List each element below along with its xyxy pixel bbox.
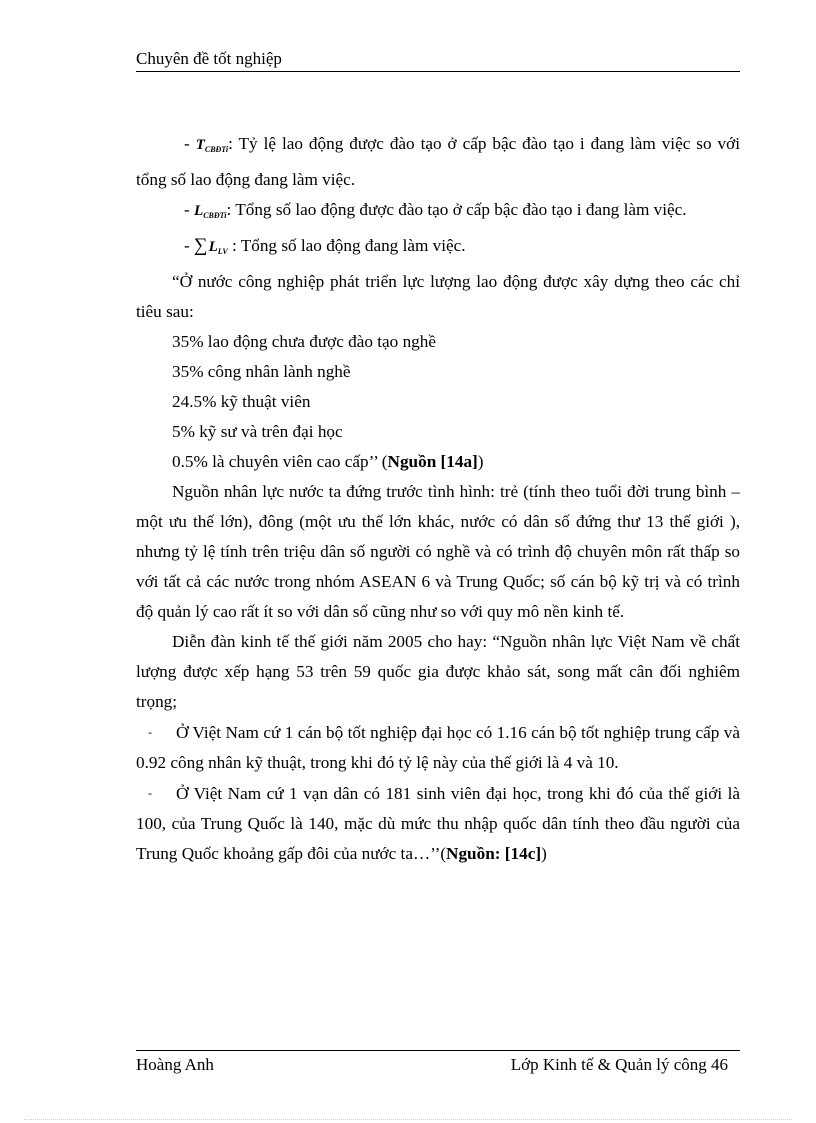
page-bottom-divider [24,1119,792,1120]
list-item: 24.5% kỹ thuật viên [172,392,311,411]
definition-text: : Tổng số lao động được đào tạo ở cấp bậc đào tạo i đang làm việc. [226,200,687,219]
intro-paragraph: “Ở nước công nghiệp phát triển lực lượng lao động được xây dựng theo các chỉ tiêu sau: [136,272,740,321]
definition-dash: - [184,236,190,255]
symbol-l-cbdt: $L_{CBĐTi}$ [194,203,227,220]
page-header [136,48,740,70]
paragraph-forum: Diễn đàn kinh tế thế giới năm 2005 cho hay: “Nguồn nhân lực Việt Nam về chất lượng được xếp hạng 53 trên 59 quốc gia được khảo sát, song mất cân đối nghiêm trọng; [136,632,740,711]
bullet-item: - Ở Việt Nam cứ 1 cán bộ tốt nghiệp đại học có 1.16 cán bộ tốt nghiệp trung cấp và 0.92 công nhân kỹ thuật, trong khi đó tỷ lệ này của thế giới là 4 và 10. [136,717,740,778]
definition-dash: - [184,200,190,219]
definition-text: : Tỷ lệ lao động được đào tạo ở cấp bậc đào tạo i đang làm việc so với tổng số lao động đang làm việc. [136,134,740,189]
document-body [136,129,740,869]
list-item: 35% lao động chưa được đào tạo nghề [172,332,436,351]
footer-class: Lớp Kinh tế & Quản lý công 46 [510,1055,728,1074]
paragraph-human-resources: Nguồn nhân lực nước ta đứng trước tình hình: trẻ (tính theo tuổi đời trung bình – một ưu thế lớn), đông (một ưu thế lớn khác, nước có dân số đứng thư 13 thế giới ), nhưng tỷ lệ tính trên triệu dân số người có nghề và có trình độ chuyên môn rất thấp so với tất cả các nước trong nhóm ASEAN 6 và Trung Quốc; số cán bộ kỹ trị và có trình độ quản lý cao rất ít so với dân số cũng như so với quy mô nền kinh tế. [136,482,740,621]
definition-sum-llv [136,231,740,267]
sigma-icon: ∑ [194,235,208,256]
definition-lcbdt [136,195,740,231]
source-citation: Nguồn: [14c] [446,844,542,863]
footer-author: Hoàng Anh [136,1055,214,1074]
symbol-t-cbdt: $T_{CBĐTi}$ [195,137,229,154]
bullet-mark: - [148,786,152,800]
source-citation: Nguồn [14a] [387,452,478,471]
list-item: 5% kỹ sư và trên đại học [172,422,343,441]
definition-text: : Tổng số lao động đang làm việc. [231,236,466,255]
footer-rule [136,1050,740,1051]
list-item-last: 0.5% là chuyên viên cao cấp’’ (Nguồn [14a]) [172,452,484,471]
definition-tcbdt [136,129,740,195]
symbol-sum-l-lv: $\sum L_{LV}$ [194,235,228,256]
bullet-item: - Ở Việt Nam cứ 1 vạn dân có 181 sinh viên đại học, trong khi đó của thế giới là 100, của Trung Quốc là 140, mặc dù mức thu nhập quốc dân tính theo đầu người của Trung Quốc khoảng gấp đôi của nước ta…’’(Nguồn: [14c]) [136,778,740,869]
list-item: 35% công nhân lành nghề [172,362,351,381]
definition-dash: - [184,134,190,153]
header-rule [136,71,740,72]
bullet-mark: - [148,725,152,739]
header-title: Chuyên đề tốt nghiệp [136,49,282,68]
